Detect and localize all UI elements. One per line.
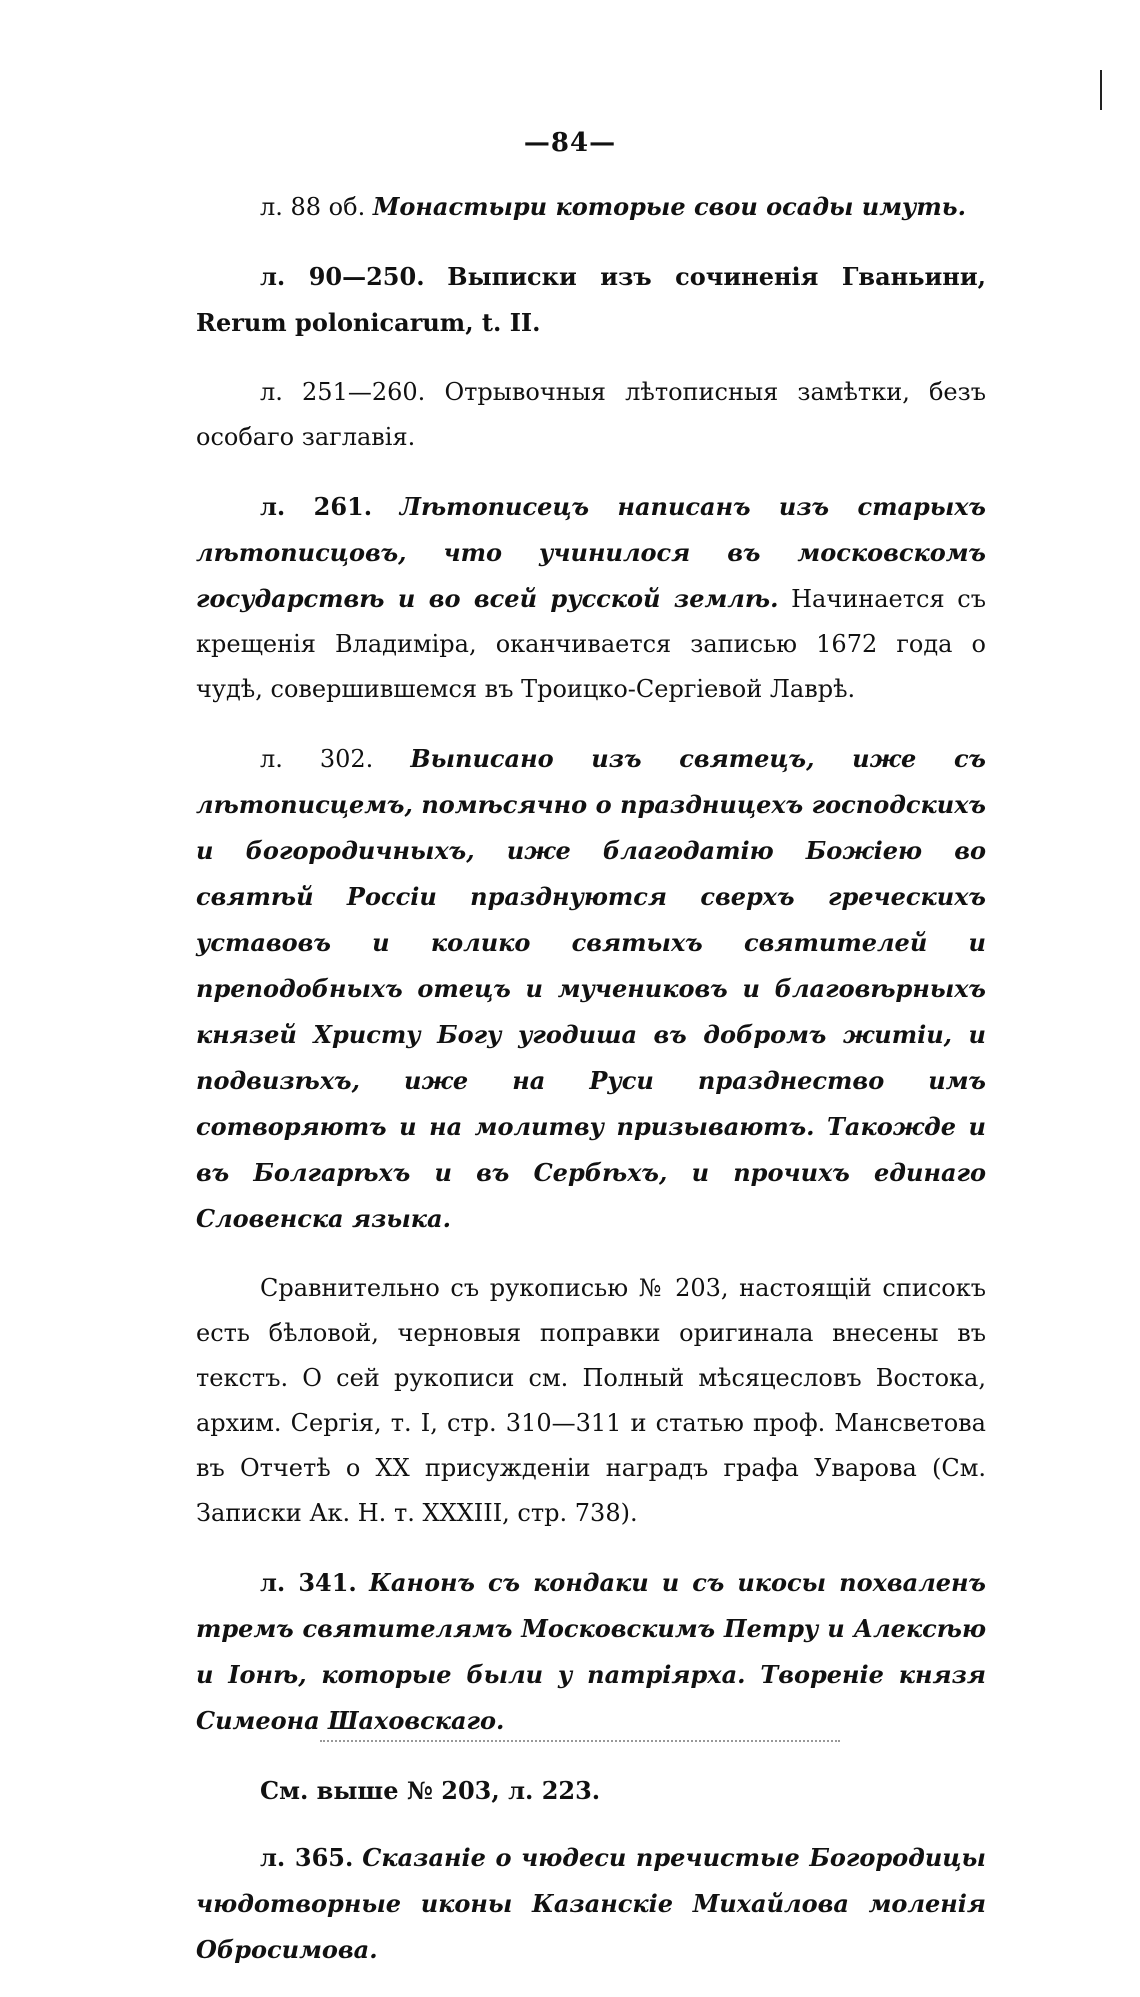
entry-88 bbox=[196, 184, 986, 230]
note-text: Сравнительно съ рукописью № 203, настоящій списокъ есть бѣловой, черновыя поправки оригинала внесены въ текстъ. О сей рукописи см. Полный мѣсяцесловъ Востока, архим. Сергія, т. I, стр. 310—311 и статью проф. Мансветова въ Отчетѣ о XX присужденіи наградъ графа Уварова (См. Записки Ак. Н. т. XXXIII, стр. 738). bbox=[196, 1274, 986, 1527]
entry-text: Начинается съ крещенія Владиміра, оканчивается записью 1672 года о чудѣ, совершившемся въ Троицко-Сергіевой Лаврѣ. bbox=[196, 585, 986, 703]
entry-title: Монастыри которые свои осады имуть. bbox=[372, 192, 966, 221]
entry-title: Выписано изъ святецъ, иже съ лѣтописцемъ, помѣсячно о праздницехъ господскихъ и богородичныхъ, иже благодатію Божіею во святѣй Россіи празднуются сверхъ греческихъ уставовъ и колико святыхъ святителей и преподобныхъ отецъ и мучениковъ и благовѣрныхъ князей Христу Богу угодиша въ добромъ житіи, и подвизѣхъ, иже на Руси празднество имъ сотворяютъ и на молитву призываютъ. Такожде и въ Болгарѣхъ и въ Сербѣхъ, и прочихъ единаго Словенска языка. bbox=[196, 744, 986, 1233]
entry-251 bbox=[196, 370, 986, 460]
entry-261 bbox=[196, 484, 986, 712]
entry-302 bbox=[196, 736, 986, 1242]
see-above-note bbox=[196, 1768, 986, 1813]
note-text: См. выше № 203, л. 223. bbox=[260, 1776, 601, 1805]
entry-90 bbox=[196, 254, 986, 346]
entry-365 bbox=[196, 1835, 986, 1973]
folio-ref: л. 251—260. bbox=[260, 378, 426, 406]
folio-ref: л. 90—250. bbox=[260, 262, 425, 291]
entry-text: Выписки изъ сочиненія Гваньини, Rerum polonicarum, t. II. bbox=[196, 262, 987, 337]
comparison-note bbox=[196, 1266, 986, 1536]
document-body bbox=[196, 184, 986, 1997]
folio-ref: л. 88 об. bbox=[260, 193, 366, 221]
folio-ref: л. 341. bbox=[260, 1568, 357, 1597]
scan-footer-marks bbox=[320, 1730, 840, 1742]
folio-ref: л. 261. bbox=[260, 492, 373, 521]
entry-341 bbox=[196, 1560, 986, 1744]
entry-text: Отрывочныя лѣтописныя замѣтки, безъ особаго заглавія. bbox=[196, 378, 986, 451]
entry-title: Канонъ съ кондаки и съ икосы похваленъ тремъ святителямъ Московскимъ Петру и Алексѣю и Іонѣ, которые были у патріярха. Твореніе князя Симеона Шаховскаго. bbox=[196, 1568, 986, 1735]
folio-ref: л. 302. bbox=[260, 745, 374, 773]
page-number: —84— bbox=[523, 128, 617, 158]
entry-title: Лѣтописецъ написанъ изъ старыхъ лѣтописцовъ, что учинилося въ московскомъ государствѣ и во всей русской землѣ. bbox=[196, 492, 986, 613]
folio-ref: л. 365. bbox=[260, 1843, 354, 1872]
scan-edge-mark bbox=[1100, 70, 1102, 110]
entry-title: Сказаніе о чюдеси пречистые Богородицы чюдотворные иконы Казанскіе Михайлова моленія Обросимова. bbox=[196, 1843, 986, 1964]
